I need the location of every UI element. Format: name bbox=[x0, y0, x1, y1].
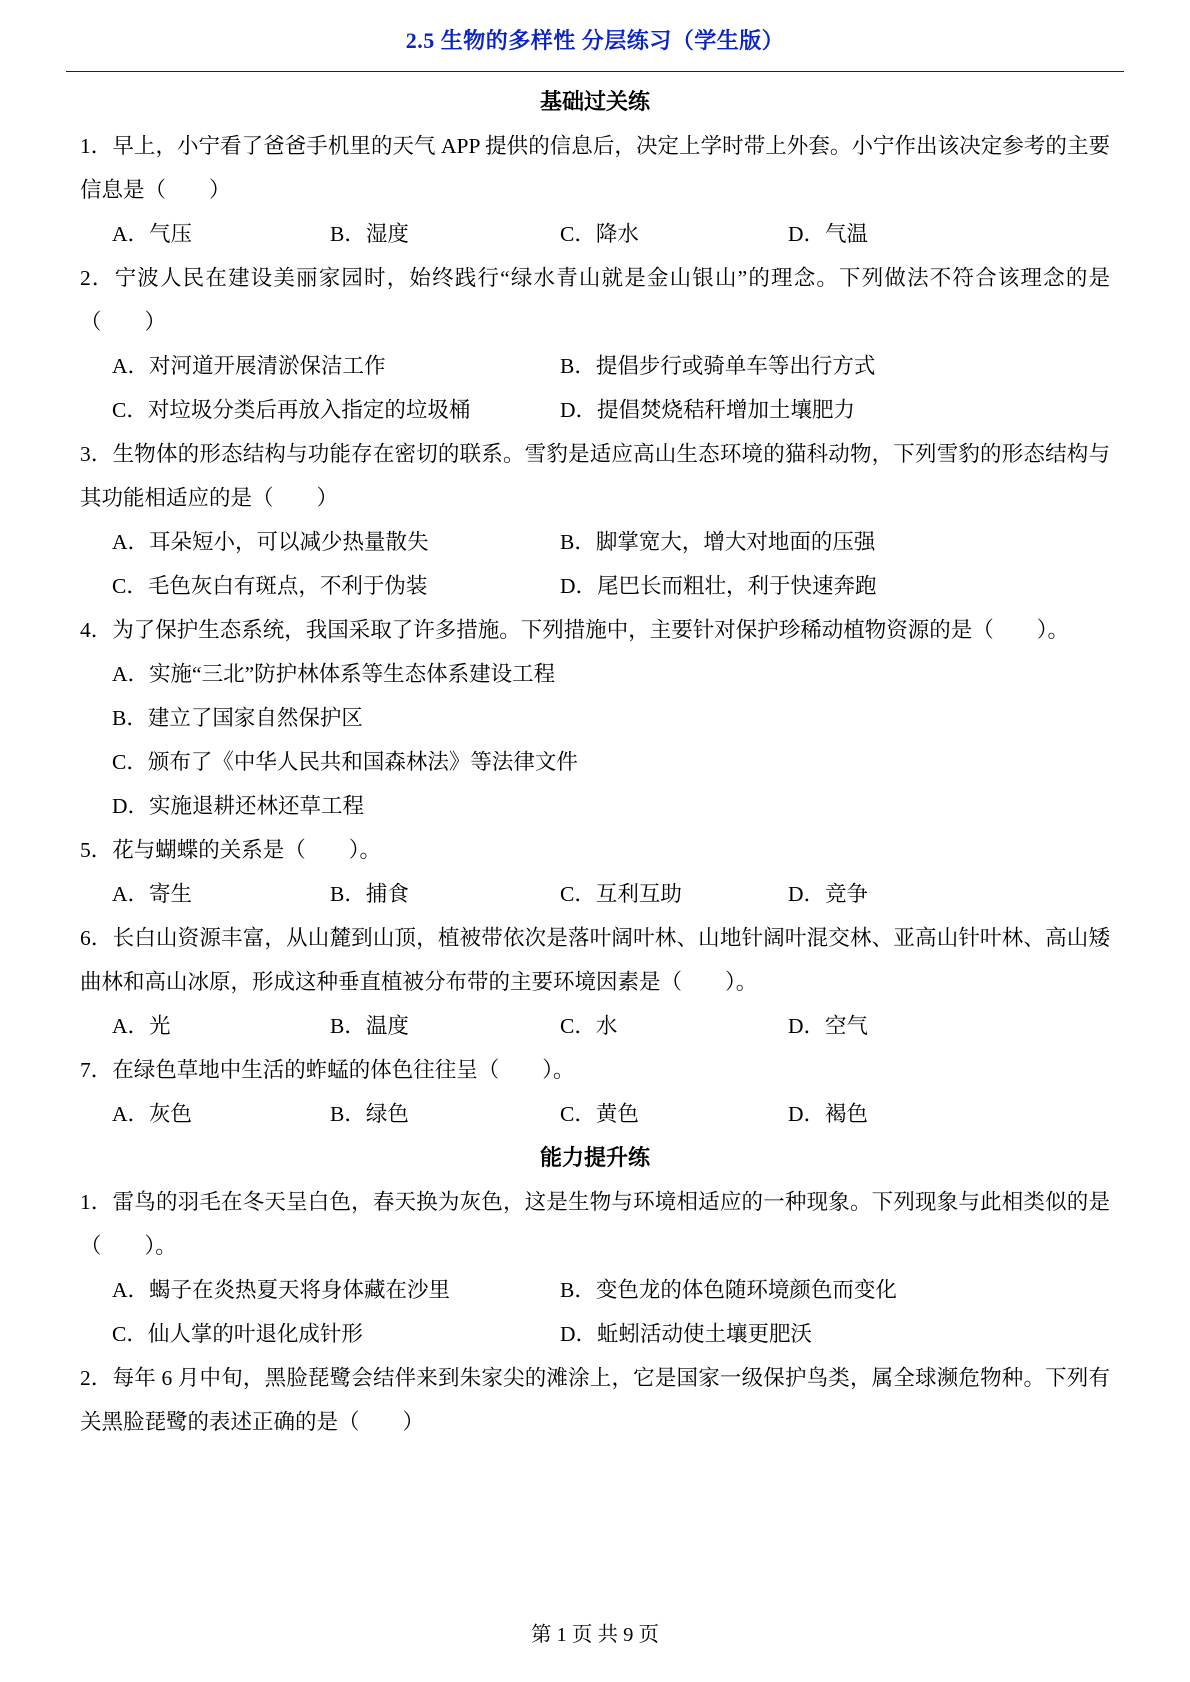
question-stem: 6．长白山资源丰富，从山麓到山顶，植被带依次是落叶阔叶林、山地针阔叶混交林、亚高山针叶林、高山矮曲林和高山冰原，形成这种垂直植被分布带的主要环境因素是（ ）。 bbox=[80, 926, 1110, 994]
option: C．对垃圾分类后再放入指定的垃圾桶 bbox=[112, 398, 471, 422]
option: C．水 bbox=[560, 1014, 618, 1038]
option: B．捕食 bbox=[330, 882, 409, 906]
page-footer: 第 1 页 共 9 页 bbox=[530, 1624, 660, 1646]
option: D．褐色 bbox=[788, 1102, 869, 1126]
option: A．蝎子在炎热夏天将身体藏在沙里 bbox=[112, 1278, 451, 1302]
option: C．仙人掌的叶退化成针形 bbox=[112, 1322, 363, 1346]
option: D．实施退耕还林还草工程 bbox=[112, 794, 365, 818]
option: D．尾巴长而粗壮，利于快速奔跑 bbox=[560, 574, 877, 598]
option: B．温度 bbox=[330, 1014, 409, 1038]
option: A．寄生 bbox=[112, 882, 193, 906]
question-stem: 3．生物体的形态结构与功能存在密切的联系。雪豹是适应高山生态环境的猫科动物，下列雪豹的形态结构与其功能相适应的是（ ） bbox=[80, 442, 1110, 510]
document-title: 2.5 生物的多样性 分层练习（学生版） bbox=[405, 28, 785, 53]
options-group bbox=[80, 1268, 1110, 1356]
options-group bbox=[80, 520, 1110, 608]
section-heading: 基础过关练 bbox=[539, 89, 650, 114]
option: C．互利互助 bbox=[560, 882, 682, 906]
option: D．空气 bbox=[788, 1014, 869, 1038]
option: B．绿色 bbox=[330, 1102, 409, 1126]
option: B．湿度 bbox=[330, 222, 409, 246]
option: B．脚掌宽大，增大对地面的压强 bbox=[560, 530, 876, 554]
option: C．颁布了《中华人民共和国森林法》等法律文件 bbox=[112, 750, 578, 774]
question-stem: 2．宁波人民在建设美丽家园时，始终践行“绿水青山就是金山银山”的理念。下列做法不符合该理念的是（ ） bbox=[80, 266, 1110, 334]
option: A．对河道开展清淤保洁工作 bbox=[112, 354, 386, 378]
title-divider bbox=[66, 71, 1124, 72]
option: A．光 bbox=[112, 1014, 171, 1038]
option: D．提倡焚烧秸秆增加土壤肥力 bbox=[560, 398, 856, 422]
options-group bbox=[80, 1092, 1110, 1136]
question-stem: 5．花与蝴蝶的关系是（ ）。 bbox=[80, 838, 382, 862]
options-group bbox=[80, 652, 1110, 828]
option: A．灰色 bbox=[112, 1102, 193, 1126]
options-group bbox=[80, 212, 1110, 256]
option: A．耳朵短小，可以减少热量散失 bbox=[112, 530, 429, 554]
options-group bbox=[80, 872, 1110, 916]
option: C．毛色灰白有斑点，不利于伪装 bbox=[112, 574, 428, 598]
options-group bbox=[80, 1004, 1110, 1048]
option: C．黄色 bbox=[560, 1102, 639, 1126]
question-stem: 4．为了保护生态系统，我国采取了许多措施。下列措施中，主要针对保护珍稀动植物资源的是（ ）。 bbox=[80, 618, 1070, 642]
option: C．降水 bbox=[560, 222, 639, 246]
question-stem: 7．在绿色草地中生活的蚱蜢的体色往往呈（ ）。 bbox=[80, 1058, 575, 1082]
question-stem: 2．每年 6 月中旬，黑脸琵鹭会结伴来到朱家尖的滩涂上，它是国家一级保护鸟类，属全球濒危物种。下列有关黑脸琵鹭的表述正确的是（ ） bbox=[80, 1366, 1110, 1434]
option: B．提倡步行或骑单车等出行方式 bbox=[560, 354, 876, 378]
question-stem: 1．早上，小宁看了爸爸手机里的天气 APP 提供的信息后，决定上学时带上外套。小宁作出该决定参考的主要信息是（ ） bbox=[80, 134, 1110, 202]
option: B．建立了国家自然保护区 bbox=[112, 706, 363, 730]
section-heading: 能力提升练 bbox=[539, 1145, 650, 1170]
option: A．实施“三北”防护林体系等生态体系建设工程 bbox=[112, 662, 556, 686]
question-stem: 1．雷鸟的羽毛在冬天呈白色，春天换为灰色，这是生物与环境相适应的一种现象。下列现象与此相类似的是（ ）。 bbox=[80, 1190, 1110, 1258]
option: A．气压 bbox=[112, 222, 193, 246]
document-body bbox=[80, 80, 1110, 1444]
option: D．竞争 bbox=[788, 882, 869, 906]
options-group bbox=[80, 344, 1110, 432]
option: D．气温 bbox=[788, 222, 869, 246]
option: B．变色龙的体色随环境颜色而变化 bbox=[560, 1278, 897, 1302]
option: D．蚯蚓活动使土壤更肥沃 bbox=[560, 1322, 813, 1346]
